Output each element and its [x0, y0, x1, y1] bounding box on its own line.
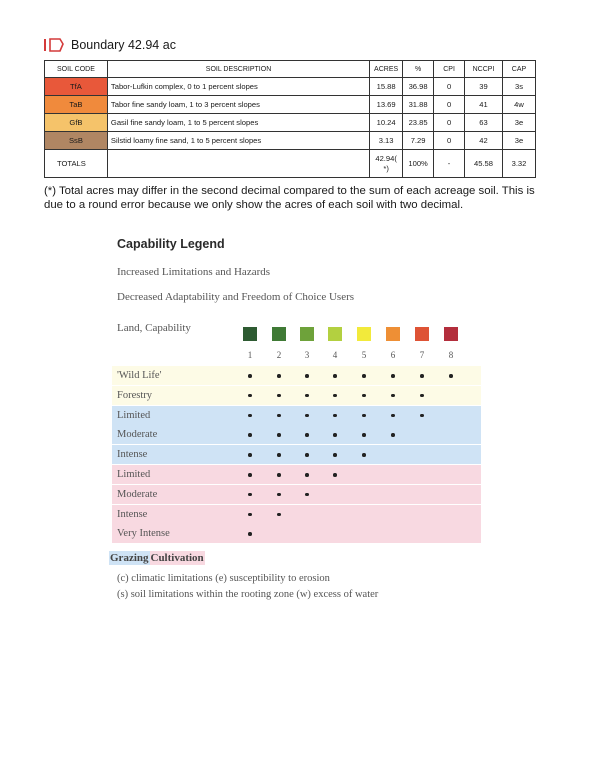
- legend-class-dot: [333, 433, 337, 437]
- totals-nccpi: 45.58: [465, 150, 503, 178]
- soil-description-cell: Gasil fine sandy loam, 1 to 5 percent slopes: [107, 114, 369, 132]
- legend-class-dot: [277, 414, 281, 418]
- cap-cell: 3s: [502, 78, 535, 96]
- legend-class-dot: [420, 374, 424, 378]
- legend-row-label: Intense: [117, 449, 148, 461]
- legend-class-dot: [305, 414, 309, 418]
- rounding-note: (*) Total acres may differ in the second decimal compared to the sum of each acreage soil. This is due to a round error because we only show the acres of each soil with two decimal.: [44, 185, 535, 211]
- soil-code-cell: SsB: [45, 132, 108, 150]
- legend-class-dot: [277, 513, 281, 517]
- totals-cpi: -: [434, 150, 465, 178]
- legend-row-background: [112, 465, 481, 484]
- legend-class-dot: [362, 453, 366, 457]
- cap-cell: 3e: [502, 132, 535, 150]
- header-soil-description: SOIL DESCRIPTION: [107, 61, 369, 78]
- capability-class-7-number: 7: [419, 350, 425, 360]
- capability-class-3-number: 3: [304, 350, 310, 360]
- soil-description-cell: Tabor fine sandy loam, 1 to 3 percent slopes: [107, 96, 369, 114]
- cap-cell: 3e: [502, 114, 535, 132]
- legend-class-dot: [277, 453, 281, 457]
- legend-class-dot: [277, 374, 281, 378]
- legend-class-dot: [391, 433, 395, 437]
- capability-class-4-swatch: [328, 327, 342, 341]
- legend-class-dot: [333, 453, 337, 457]
- nccpi-cell: 41: [465, 96, 503, 114]
- capability-class-5-swatch: [357, 327, 371, 341]
- legend-class-dot: [248, 433, 252, 437]
- legend-class-dot: [391, 414, 395, 418]
- soil-code-cell: TfA: [45, 78, 108, 96]
- percent-cell: 31.88: [403, 96, 434, 114]
- cpi-cell: 0: [434, 114, 465, 132]
- legend-title: Capability Legend: [117, 237, 225, 251]
- cpi-cell: 0: [434, 78, 465, 96]
- legend-class-dot: [391, 374, 395, 378]
- soil-code-cell: GfB: [45, 114, 108, 132]
- totals-acres-line1: 42.94(: [375, 153, 397, 163]
- legend-footnote-1: (c) climatic limitations (e) susceptibility to erosion: [117, 573, 330, 584]
- nccpi-cell: 63: [465, 114, 503, 132]
- capability-class-6-number: 6: [390, 350, 396, 360]
- legend-decreased-adaptability: Decreased Adaptability and Freedom of Choice Users: [117, 291, 355, 303]
- legend-class-dot: [333, 374, 337, 378]
- legend-row-background: [112, 485, 481, 504]
- capability-class-1-number: 1: [247, 350, 253, 360]
- capability-class-7-swatch: [415, 327, 429, 341]
- percent-cell: 36.98: [403, 78, 434, 96]
- boundary-label: Boundary 42.94 ac: [71, 38, 176, 52]
- totals-label: TOTALS: [45, 150, 108, 178]
- legend-class-dot: [248, 532, 252, 536]
- cap-cell: 4w: [502, 96, 535, 114]
- acres-cell: 13.69: [370, 96, 403, 114]
- legend-class-dot: [305, 453, 309, 457]
- soil-code-cell: TaB: [45, 96, 108, 114]
- acres-cell: 3.13: [370, 132, 403, 150]
- legend-class-dot: [248, 374, 252, 378]
- capability-class-5-number: 5: [361, 350, 367, 360]
- legend-row-background: [112, 386, 481, 405]
- soil-description-cell: Tabor-Lufkin complex, 0 to 1 percent slopes: [107, 78, 369, 96]
- legend-row-label: Limited: [117, 469, 151, 480]
- totals-cap: 3.32: [502, 150, 535, 178]
- totals-acres-line2: *): [383, 163, 389, 173]
- header-percent: %: [403, 61, 434, 78]
- percent-cell: 7.29: [403, 132, 434, 150]
- capability-class-8-swatch: [444, 327, 458, 341]
- soil-description-cell: Silstid loamy fine sand, 1 to 5 percent slopes: [107, 132, 369, 150]
- cpi-cell: 0: [434, 132, 465, 150]
- legend-row-background: [112, 445, 481, 464]
- nccpi-cell: 42: [465, 132, 503, 150]
- legend-row-background: [112, 366, 481, 385]
- legend-class-dot: [277, 473, 281, 477]
- capability-class-2-number: 2: [276, 350, 282, 360]
- legend-class-dot: [362, 433, 366, 437]
- legend-row-background: [112, 425, 481, 444]
- legend-class-dot: [420, 414, 424, 418]
- capability-class-3-swatch: [300, 327, 314, 341]
- nccpi-cell: 39: [465, 78, 503, 96]
- legend-row-background: [112, 406, 481, 425]
- header-cap: CAP: [502, 61, 535, 78]
- legend-class-dot: [277, 433, 281, 437]
- legend-class-dot: [362, 374, 366, 378]
- legend-class-dot: [305, 433, 309, 437]
- cpi-cell: 0: [434, 96, 465, 114]
- legend-row-label: Intense: [117, 508, 148, 520]
- cultivation-key: Cultivation: [150, 552, 204, 564]
- legend-row-label: Forestry: [117, 389, 152, 401]
- legend-row-label: Limited: [117, 409, 151, 421]
- legend-class-dot: [248, 414, 252, 418]
- legend-land-capability-label: Land, Capability: [117, 322, 191, 334]
- legend-class-dot: [333, 473, 337, 477]
- header-nccpi: NCCPI: [465, 61, 503, 78]
- legend-class-dot: [305, 473, 309, 477]
- acres-cell: 15.88: [370, 78, 403, 96]
- legend-class-dot: [449, 374, 453, 378]
- legend-class-dot: [305, 374, 309, 378]
- legend-class-dot: [248, 513, 252, 517]
- legend-row-background: [112, 505, 481, 524]
- capability-class-2-swatch: [272, 327, 286, 341]
- legend-row-label: Very Intense: [117, 528, 170, 540]
- percent-cell: 23.85: [403, 114, 434, 132]
- header-cpi: CPI: [434, 61, 465, 78]
- legend-row-label: Moderate: [117, 429, 158, 441]
- capability-class-1-swatch: [243, 327, 257, 341]
- header-acres: ACRES: [370, 61, 403, 78]
- grazing-key: Grazing: [110, 552, 149, 564]
- totals-percent: 100%: [403, 150, 434, 178]
- legend-key: [109, 552, 205, 564]
- legend-footnote-2: (s) soil limitations within the rooting zone (w) excess of water: [117, 589, 379, 600]
- legend-class-dot: [333, 414, 337, 418]
- capability-class-4-number: 4: [332, 350, 338, 360]
- legend-row-label: Moderate: [117, 488, 158, 500]
- legend-class-dot: [248, 473, 252, 477]
- header-soil-code: SOIL CODE: [45, 61, 108, 78]
- capability-class-8-number: 8: [448, 350, 454, 360]
- legend-row-label: 'Wild Life': [117, 370, 162, 381]
- legend-class-dot: [362, 414, 366, 418]
- acres-cell: 10.24: [370, 114, 403, 132]
- capability-class-6-swatch: [386, 327, 400, 341]
- legend-class-dot: [248, 453, 252, 457]
- legend-increased-limitations: Increased Limitations and Hazards: [117, 266, 271, 278]
